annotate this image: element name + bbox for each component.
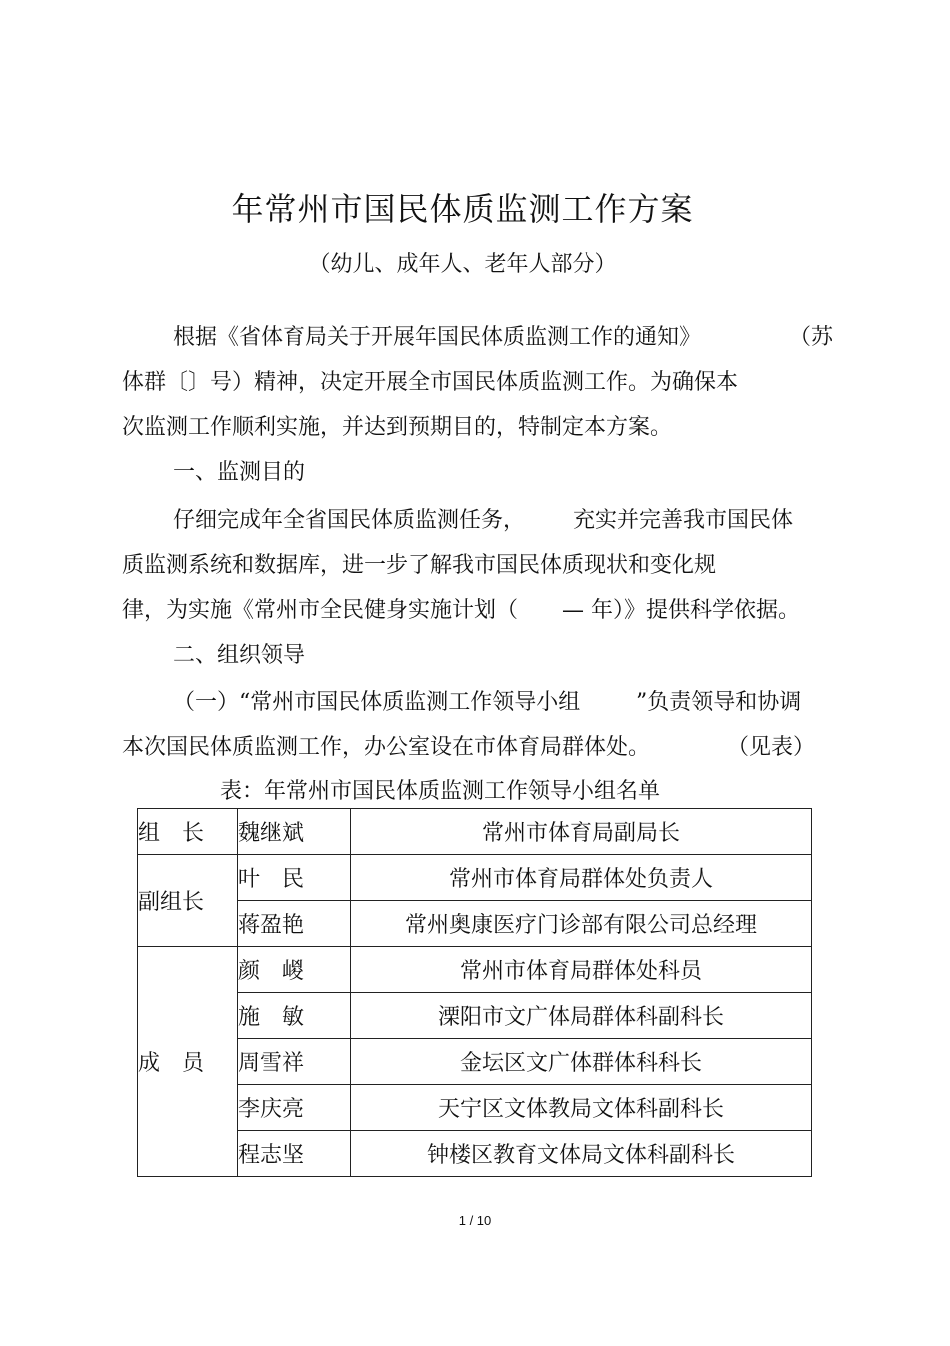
page-number: 1 / 10 bbox=[458, 1213, 492, 1228]
intro-line-1a: 根据《省体育局关于开展年国民体质监测工作的通知》 bbox=[173, 325, 702, 350]
name-cell: 周雪祥 bbox=[238, 1039, 351, 1085]
table-row bbox=[138, 855, 812, 901]
post-cell: 常州市体育局群体处科员 bbox=[351, 947, 812, 993]
section-1-line-3: 律，为实施《常州市全民健身实施计划（ — 年）》提供科学依据。 bbox=[122, 598, 800, 623]
post-cell: 钟楼区教育文体局文体科副科长 bbox=[351, 1131, 812, 1177]
section-2-para-2b: （见表） bbox=[727, 735, 816, 760]
name-cell: 颜 嵕 bbox=[238, 947, 351, 993]
post-cell: 常州奥康医疗门诊部有限公司总经理 bbox=[351, 901, 812, 947]
name-cell: 蒋盈艳 bbox=[238, 901, 351, 947]
name-cell: 李庆亮 bbox=[238, 1085, 351, 1131]
table-caption: 表：年常州市国民体质监测工作领导小组名单 bbox=[220, 779, 661, 804]
document-subtitle: （幼儿、成年人、老年人部分） bbox=[308, 252, 617, 277]
post-cell: 常州市体育局群体处负责人 bbox=[351, 855, 812, 901]
section-1-line-1a: 仔细完成年全省国民体质监测任务， bbox=[173, 508, 526, 533]
section-1-heading: 一、监测目的 bbox=[173, 460, 306, 485]
leadership-table bbox=[137, 808, 812, 1177]
section-2-para-2a: 本次国民体质监测工作，办公室设在市体育局群体处。 bbox=[122, 735, 651, 760]
post-cell: 金坛区文广体群体科科长 bbox=[351, 1039, 812, 1085]
table-row bbox=[138, 993, 812, 1039]
name-cell: 施 敏 bbox=[238, 993, 351, 1039]
intro-line-3: 次监测工作顺利实施，并达到预期目的，特制定本方案。 bbox=[122, 415, 673, 440]
section-2-heading: 二、组织领导 bbox=[173, 643, 306, 668]
table-row bbox=[138, 809, 812, 855]
post-cell: 常州市体育局副局长 bbox=[351, 809, 812, 855]
section-1-line-2: 质监测系统和数据库，进一步了解我市国民体质现状和变化规 bbox=[122, 553, 717, 578]
table-row bbox=[138, 1085, 812, 1131]
role-cell: 组 长 bbox=[138, 809, 238, 855]
section-1-line-1b: 充实并完善我市国民体 bbox=[573, 508, 794, 533]
table-row bbox=[138, 1131, 812, 1177]
name-cell: 叶 民 bbox=[238, 855, 351, 901]
post-cell: 天宁区文体教局文体科副科长 bbox=[351, 1085, 812, 1131]
name-cell: 魏继斌 bbox=[238, 809, 351, 855]
role-cell: 成 员 bbox=[138, 947, 238, 1177]
section-2-para-1a: （一）“常州市国民体质监测工作领导小组 bbox=[173, 690, 581, 715]
post-cell: 溧阳市文广体局群体科副科长 bbox=[351, 993, 812, 1039]
intro-line-2: 体群〔〕号）精神，决定开展全市国民体质监测工作。为确保本 bbox=[122, 370, 739, 395]
name-cell: 程志坚 bbox=[238, 1131, 351, 1177]
document-title: 年常州市国民体质监测工作方案 bbox=[231, 190, 694, 228]
intro-line-1b: （苏 bbox=[789, 325, 834, 350]
table-row bbox=[138, 1039, 812, 1085]
table-row bbox=[138, 901, 812, 947]
table-row bbox=[138, 947, 812, 993]
section-2-para-1b: ”负责领导和协调 bbox=[636, 690, 802, 715]
role-cell: 副组长 bbox=[138, 855, 238, 947]
